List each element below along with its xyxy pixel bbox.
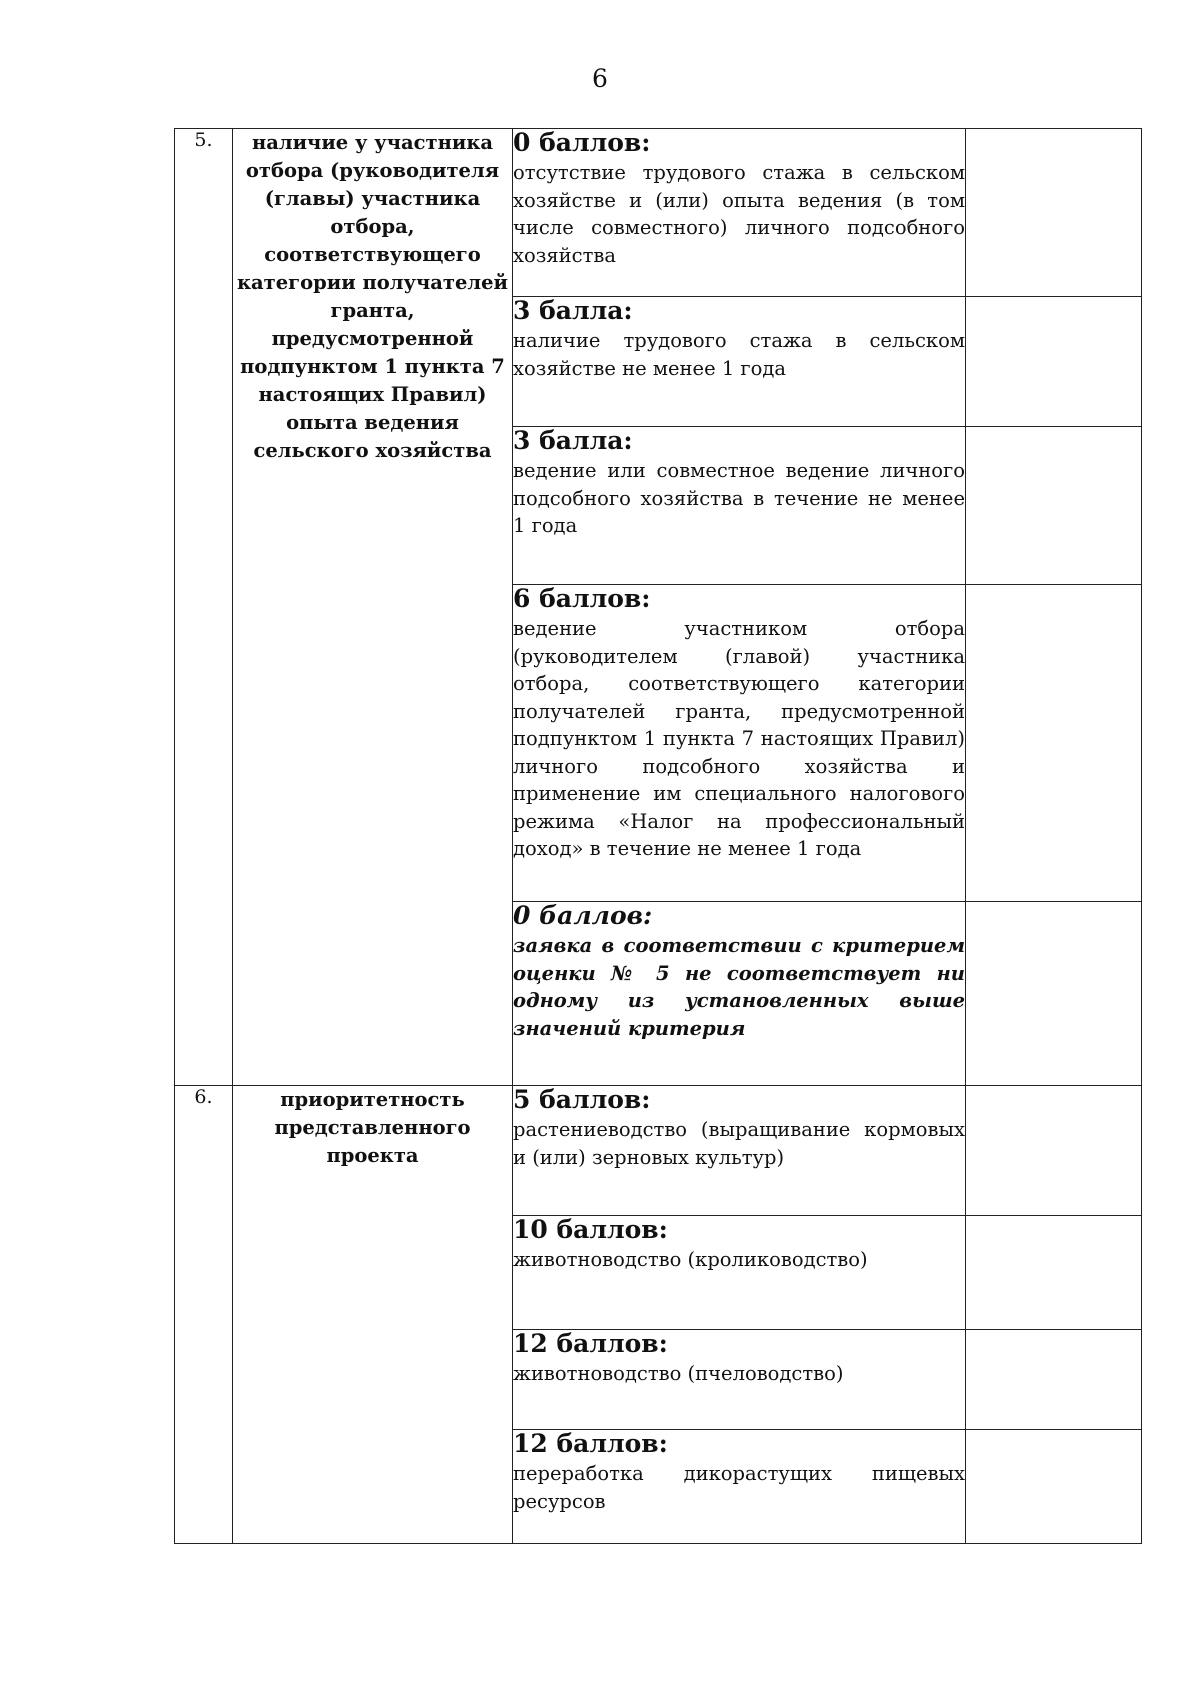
score-option <box>513 427 966 585</box>
score-value: 0 баллов: <box>513 901 653 930</box>
table-row <box>175 1086 1142 1216</box>
score-option <box>513 1216 966 1330</box>
table-row <box>175 129 1142 297</box>
score-value: 3 балла: <box>513 426 633 455</box>
score-value: 3 балла: <box>513 296 633 325</box>
criterion-name: приоритетность представленного проекта <box>233 1086 513 1544</box>
score-option <box>513 1330 966 1430</box>
score-description: заявка в соответствии с критерием оценки № 5 не соответствует ни одному из установленных выше значений критерия <box>513 934 965 1040</box>
score-option <box>513 1086 966 1216</box>
score-description: животноводство (кролиководство) <box>513 1248 868 1271</box>
score-description: ведение участником отбора (руководителем (главой) участника отбора, соответствующего категории получателей гранта, предусмотренной подпунктом 1 пункта 7 настоящих Правил) личного подсобного хозяйства и применение им специального налогового режима «Налог на профессиональный доход» в течение не менее 1 года <box>513 617 965 860</box>
result-cell <box>966 1086 1142 1216</box>
score-description: животноводство (пчеловодство) <box>513 1362 844 1385</box>
score-value: 0 баллов: <box>513 128 651 157</box>
score-option <box>513 129 966 297</box>
score-description: переработка дикорастущих пищевых ресурсов <box>513 1462 965 1513</box>
score-description: наличие трудового стажа в сельском хозяйстве не менее 1 года <box>513 329 965 380</box>
score-option <box>513 902 966 1086</box>
result-cell <box>966 427 1142 585</box>
result-cell <box>966 1216 1142 1330</box>
result-cell <box>966 1430 1142 1544</box>
page-number: 6 <box>592 64 608 93</box>
criterion-number: 6. <box>175 1086 233 1544</box>
score-description: ведение или совместное ведение личного подсобного хозяйства в течение не менее 1 года <box>513 459 965 537</box>
score-description: отсутствие трудового стажа в сельском хозяйстве и (или) опыта ведения (в том числе совместного) личного подсобного хозяйства <box>513 161 965 267</box>
score-value: 6 баллов: <box>513 584 651 613</box>
result-cell <box>966 297 1142 427</box>
score-value: 12 баллов: <box>513 1329 668 1358</box>
score-value: 10 баллов: <box>513 1215 668 1244</box>
criterion-number: 5. <box>175 129 233 1086</box>
score-option <box>513 1430 966 1544</box>
result-cell <box>966 585 1142 902</box>
score-value: 5 баллов: <box>513 1085 651 1114</box>
result-cell <box>966 902 1142 1086</box>
result-cell <box>966 129 1142 297</box>
criteria-table <box>174 128 1142 1544</box>
score-option <box>513 585 966 902</box>
criterion-name: наличие у участника отбора (руководителя (главы) участника отбора, соответствующего категории получателей гранта, предусмотренной подпунктом 1 пункта 7 настоящих Правил) опыта ведения сельского хозяйства <box>233 129 513 1086</box>
score-option <box>513 297 966 427</box>
result-cell <box>966 1330 1142 1430</box>
score-value: 12 баллов: <box>513 1429 668 1458</box>
score-description: растениеводство (выращивание кормовых и (или) зерновых культур) <box>513 1118 965 1169</box>
